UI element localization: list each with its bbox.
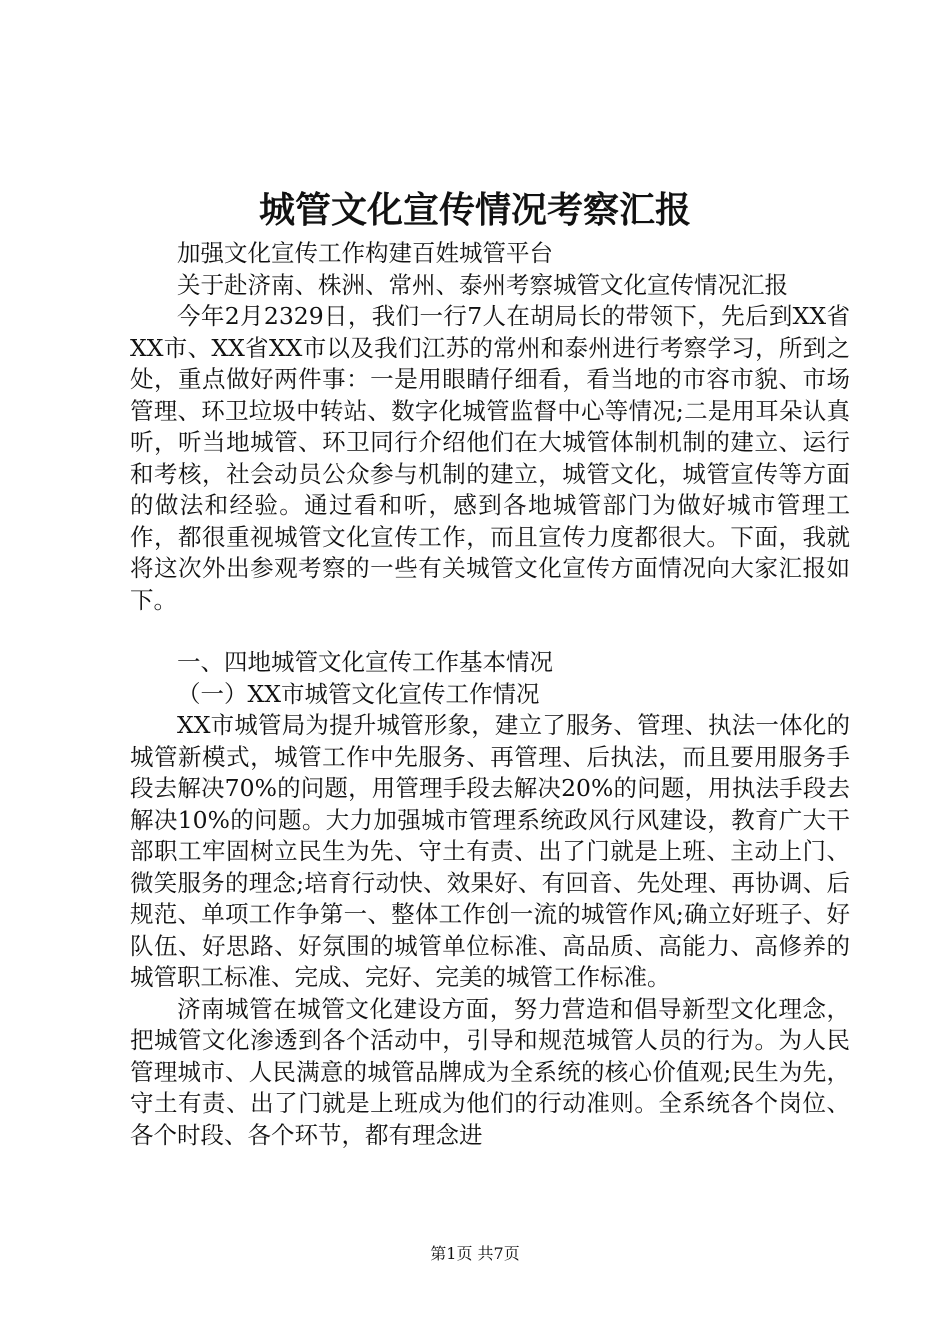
- body-paragraph: XX市城管局为提升城管形象，建立了服务、管理、执法一体化的城管新模式，城管工作中先服务、再管理、后执法，而且要用服务手段去解决70%的问题，用管理手段去解决20%的问题，用执法手段去解决10%的问题。大力加强城市管理系统政风行风建设，教育广大干部职工牢固树立民生为先、守土有责、出了门就是上班、主动上门、微笑服务的理念;培育行动快、效果好、有回音、先处理、再协调、后规范、单项工作争第一、整体工作创一流的城管作风;确立好班子、好队伍、好思路、好氛围的城管单位标准、高品质、高能力、高修养的城管职工标准、完成、完好、完美的城管工作标准。: [130, 711, 850, 991]
- subtitle-paragraph: 加强文化宣传工作构建百姓城管平台: [177, 239, 553, 267]
- document-title: 城管文化宣传情况考察汇报: [258, 189, 691, 231]
- section-heading: 一、四地城管文化宣传工作基本情况: [177, 648, 553, 676]
- report-heading-paragraph: 关于赴济南、株洲、常州、泰州考察城管文化宣传情况汇报: [177, 270, 788, 299]
- document-body: [130, 238, 850, 1151]
- intro-paragraph: 今年2月2329日，我们一行7人在胡局长的带领下，先后到XX省XX市、XX省XX市以及我们江苏的常州和泰州进行考察学习，所到之处，重点做好两件事：一是用眼睛仔细看，看当地的市容市貌、市场管理、环卫垃圾中转站、数字化城管监督中心等情况;二是用耳朵认真听，听当地城管、环卫同行介绍他们在大城管体制机制的建立、运行和考核，社会动员公众参与机制的建立，城管文化，城管宣传等方面的做法和经验。通过看和听，感到各地城管部门为做好城市管理工作，都很重视城管文化宣传工作，而且宣传力度都很大。下面，我就将这次外出参观考察的一些有关城管文化宣传方面情况向大家汇报如下。: [130, 302, 850, 614]
- page-footer: 第1页 共7页: [430, 1244, 520, 1263]
- subsection-heading: （一）XX市城管文化宣传工作情况: [177, 679, 540, 708]
- body-paragraph: 济南城管在城管文化建设方面，努力营造和倡导新型文化理念，把城管文化渗透到各个活动中，引导和规范城管人员的行为。为人民管理城市、人民满意的城管品牌成为全系统的核心价值观;民生为先，守土有责、出了门就是上班成为他们的行动准则。全系统各个岗位、各个时段、各个环节，都有理念进: [130, 994, 850, 1149]
